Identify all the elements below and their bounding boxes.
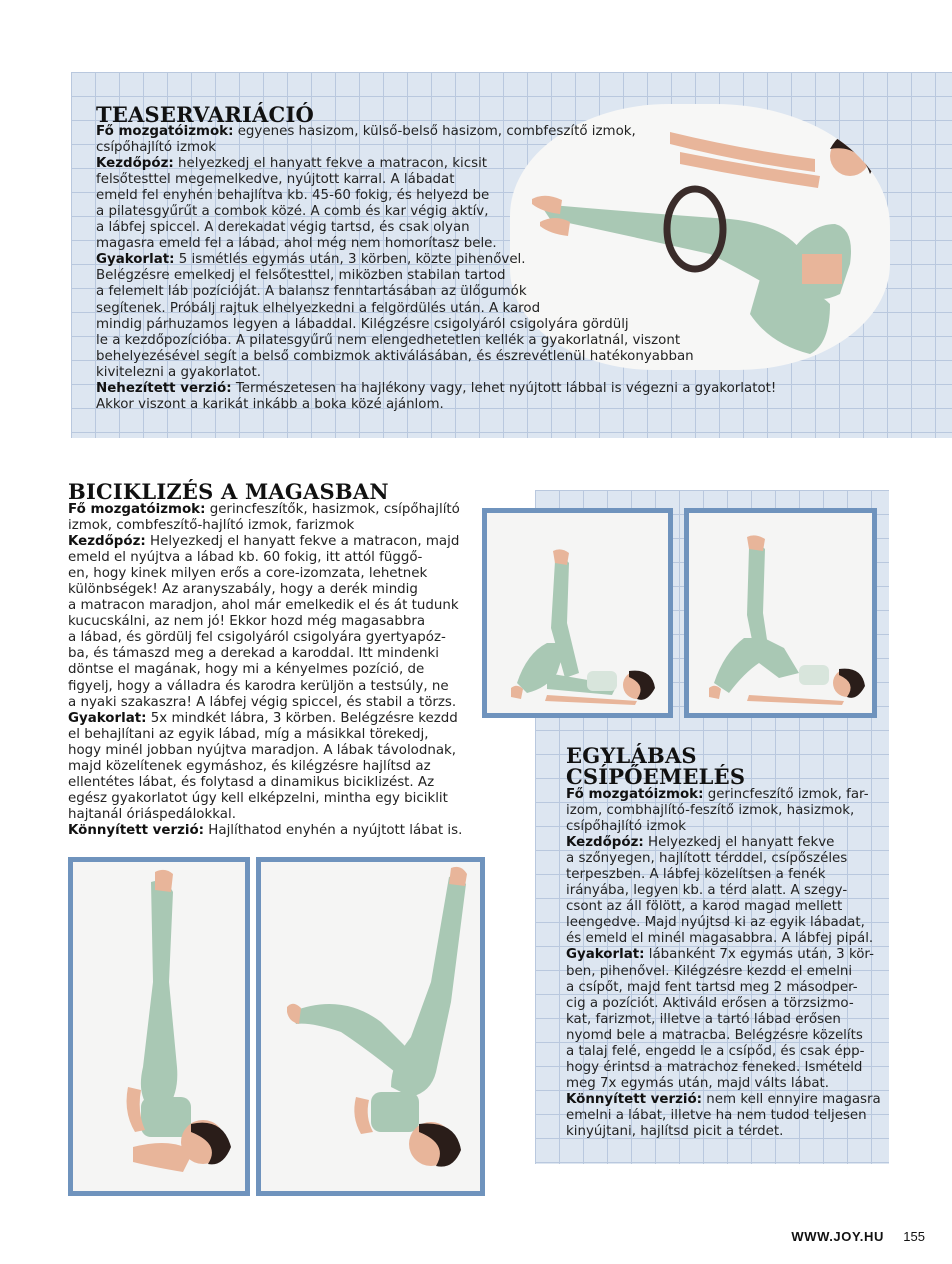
section-title-egylabas-line2: CSÍPŐEMELÉS (566, 764, 746, 789)
label-bold: Nehezített verzió: (96, 380, 232, 396)
text-line (96, 252, 816, 268)
text-run: a matracon maradjon, ahol már emelkedik el és át tudunk (68, 598, 459, 614)
text-line (96, 349, 816, 365)
label-bold: Fő mozgatóizmok: (566, 787, 704, 802)
text-run: egész gyakorlatot úgy kell elképzelni, mintha egy biciklit (68, 790, 448, 806)
text-run: Természetesen ha hajlékony vagy, lehet nyújtott lábbal is végezni a gyakorlatot! (231, 380, 777, 396)
text-line (68, 743, 468, 759)
text-line (566, 883, 876, 899)
text-line (96, 124, 816, 140)
text-line (566, 947, 876, 963)
text-run: meg 7x egymás után, majd válts lábat. (566, 1075, 830, 1091)
section-title-egylabas-line1: EGYLÁBAS (566, 743, 697, 768)
text-run: emelni a lábat, illetve ha nem tudod teljesen (566, 1107, 867, 1123)
text-run: Belégzésre emelkedj el felsőtesttel, miközben stabilan tartod (96, 268, 506, 284)
text-run: csípőhajlító izmok (566, 819, 687, 835)
text-run: csípőhajlító izmok (96, 140, 217, 156)
text-line (566, 1044, 876, 1060)
text-line (96, 397, 816, 413)
text-run: ba, és támaszd meg a derekad a karoddal. Itt mindenki (68, 646, 440, 662)
text-run: a felemelt láb pozícióját. A balansz fenntartásában az ülőgumók (96, 284, 527, 300)
photo-bridge-start (482, 508, 673, 718)
text-line (68, 775, 468, 791)
label-bold: Kezdőpóz: (566, 835, 644, 851)
text-line (68, 695, 468, 711)
text-run: Hajlíthatod enyhén a nyújtott lábat is. (204, 822, 463, 838)
photo-candle-pose (68, 857, 250, 1196)
text-run: mindig párhuzamos legyen a lábaddal. Kilégzésre csigolyáról csigolyára gördülj (96, 316, 629, 332)
section-title-biciklizes: BICIKLIZÉS A MAGASBAN (68, 479, 389, 504)
photo-bicycle-pose (256, 857, 485, 1196)
text-run: hogy érintsd a matrachoz feneked. Ismételd (566, 1059, 863, 1075)
text-run: 5x mindkét lábra, 3 körben. Belégzésre kezdd (146, 710, 458, 726)
label-bold: Gyakorlat: (566, 947, 645, 963)
label-bold: Gyakorlat: (68, 710, 147, 726)
text-line (566, 899, 876, 915)
teaser-body-text (96, 124, 816, 413)
text-run: behelyezésével segít a belső combizmok aktiválásában, és észrevétlenül hatékonyabban (96, 348, 694, 364)
text-run: kinyújtani, hajlítsd picit a térdet. (566, 1123, 784, 1139)
text-line (96, 236, 816, 252)
text-run: döntse el magának, hogy mi a kényelmes pozíció, de (68, 662, 425, 678)
text-line (68, 582, 468, 598)
egylabas-body-text (566, 787, 881, 1140)
text-run: le a kezdőpozícióba. A pilatesgyűrű nem elengedhetetlen kellék a gyakorlatnál, viszont (96, 332, 681, 348)
label-bold: Könnyített verzió: (68, 822, 205, 838)
text-run: cig a pozíciót. Aktiváld erősen a törzsizmo- (566, 995, 854, 1011)
text-line (566, 835, 876, 851)
text-line (566, 980, 876, 996)
text-line (566, 964, 876, 980)
text-line (96, 220, 816, 236)
text-run: ben, pihenővel. Kilégzésre kezdd el emelni (566, 963, 853, 979)
text-line (566, 915, 876, 931)
text-run: Akkor viszont a karikát inkább a boka közé ajánlom. (96, 396, 444, 412)
text-line (566, 819, 876, 835)
text-line (96, 140, 816, 156)
text-run: a csípőt, majd fent tartsd meg 2 másodper- (566, 979, 858, 995)
text-line (566, 1076, 876, 1092)
text-run: lábanként 7x egymás után, 3 kör- (644, 947, 874, 963)
text-line (68, 791, 468, 807)
text-line (96, 317, 816, 333)
text-line (566, 1028, 876, 1044)
text-run: a lábad, és gördülj fel csigolyáról csigolyára gyertyapóz- (68, 630, 446, 646)
text-run: Helyezkedj el hanyatt fekve (643, 835, 835, 851)
text-run: helyezkedj el hanyatt fekve a matracon, kicsit (173, 156, 488, 172)
text-line (68, 566, 468, 582)
text-line (566, 1060, 876, 1076)
text-run: emeld fel enyhén behajlítva kb. 45-60 fokig, és helyezd be (96, 188, 490, 204)
text-run: különbségek! Az aranyszabály, hogy a derék mindig (68, 582, 418, 598)
text-line (96, 381, 816, 397)
text-line (68, 727, 468, 743)
text-run: magasra emeld fel a lábad, ahol még nem homorítasz bele. (96, 236, 497, 252)
text-run: figyelj, hogy a válladra és karodra kerüljön a testsúly, ne (68, 678, 449, 694)
label-bold: Kezdőpóz: (68, 534, 146, 550)
text-run: hogy minél jobban nyújtva maradjon. A lábak távolodnak, (68, 742, 457, 758)
text-run: terpeszben. A lábfej közelítsen a fenék (566, 867, 826, 883)
text-run: a talaj felé, engedd le a csípőd, és csak épp- (566, 1043, 865, 1059)
section-title-teaser: TEASERVARIÁCIÓ (96, 102, 314, 127)
text-line (566, 931, 876, 947)
text-line (68, 823, 468, 839)
text-line (566, 1108, 876, 1124)
text-run: csont az áll fölött, a karod magad mellett (566, 899, 843, 915)
text-line (96, 188, 816, 204)
text-run: segítenek. Próbálj rajtuk elhelyezkedni a felgördülés után. A karod (96, 300, 541, 316)
text-run: 5 ismétlés egymás után, 3 körben, közte pihenővel. (174, 252, 526, 268)
text-run: leengedve. Majd nyújtsd ki az egyik lábadat, (566, 915, 865, 931)
text-run: izmok, combfeszítő-hajlító izmok, farizmok (68, 518, 355, 534)
text-line (68, 679, 468, 695)
text-line (96, 284, 816, 300)
text-run: gerincfeszítők, hasizmok, csípőhajlító (205, 502, 460, 517)
text-line (68, 550, 468, 566)
text-line (566, 1091, 881, 1108)
label-bold: Fő mozgatóizmok: (96, 124, 234, 139)
text-run: izom, combhajlító-feszítő izmok, hasizmok, (566, 803, 855, 819)
text-line (68, 630, 468, 646)
photo-bridge-lifted (684, 508, 877, 718)
text-run: a lábfej spiccel. A derekadat végig tartsd, és csak olyan (96, 220, 470, 236)
text-run: felsőtesttel megemelkedve, nyújtott karral. A lábadat (96, 172, 455, 188)
text-run: emeld el nyújtva a lábad kb. 60 fokig, itt attól függő- (68, 550, 423, 566)
text-run: nyomd bele a matracba. Belégzésre közelíts (566, 1027, 863, 1043)
text-run: ellentétes lábat, és folytasd a dinamikus biciklizést. Az (68, 774, 435, 790)
text-run: majd közelítenek egymáshoz, és kilégzésre hajlítsd az (68, 758, 431, 774)
text-line (566, 867, 876, 883)
text-run: Helyezkedj el hanyatt fekve a matracon, majd (145, 534, 460, 550)
text-run: a nyaki szakaszra! A lábfej végig spiccel, és stabil a törzs. (68, 694, 457, 710)
label-bold: Fő mozgatóizmok: (68, 502, 206, 517)
text-line (566, 1124, 876, 1140)
text-line (68, 598, 468, 614)
text-run: hajtanál óriáspedálokkal. (68, 806, 236, 822)
text-run: kucucskálni, az nem jó! Ekkor hozd még magasabbra (68, 614, 426, 630)
text-line (96, 333, 816, 349)
text-line (96, 156, 816, 172)
text-line (68, 759, 468, 775)
text-run: kat, farizmot, illetve a tartó lábad erősen (566, 1011, 841, 1027)
text-run: a szőnyegen, hajlított térddel, csípőszéles (566, 851, 848, 867)
footer-page-number: 155 (903, 1229, 925, 1244)
text-run: kivitelezni a gyakorlatot. (96, 364, 262, 380)
text-run: egyenes hasizom, külső-belső hasizom, combfeszítő izmok, (233, 124, 636, 139)
text-line (566, 1012, 876, 1028)
text-line (566, 996, 876, 1012)
text-line (68, 502, 468, 518)
label-bold: Gyakorlat: (96, 252, 175, 268)
text-line (96, 172, 816, 188)
text-run: gerincfeszítő izmok, far- (703, 787, 869, 802)
text-line (566, 803, 876, 819)
text-run: irányába, legyen kb. a térd alatt. A szegy- (566, 883, 848, 899)
text-line (68, 614, 468, 630)
text-line (96, 204, 816, 220)
text-line (96, 301, 816, 317)
label-bold: Könnyített verzió: (566, 1091, 703, 1107)
text-line (68, 711, 468, 727)
text-line (68, 534, 468, 550)
text-run: nem kell ennyire magasra (702, 1091, 881, 1107)
text-run: en, hogy kinek milyen erős a core-izomzata, lehetnek (68, 566, 428, 582)
text-line (68, 518, 468, 534)
text-run: el behajlítani az egyik lábad, míg a másikkal törekedj, (68, 726, 429, 742)
text-line (566, 787, 876, 803)
label-bold: Kezdőpóz: (96, 156, 174, 172)
text-line (68, 807, 468, 823)
text-line (566, 851, 876, 867)
text-line (68, 662, 468, 678)
biciklizes-body-text (68, 502, 468, 839)
text-line (96, 268, 816, 284)
footer-url[interactable]: WWW.JOY.HU (791, 1229, 884, 1244)
text-line (68, 646, 468, 662)
text-run: a pilatesgyűrűt a combok közé. A comb és kar végig aktív, (96, 204, 489, 220)
text-run: és emeld el minél magasabbra. A lábfej pipál. (566, 931, 874, 947)
text-line (96, 365, 816, 381)
